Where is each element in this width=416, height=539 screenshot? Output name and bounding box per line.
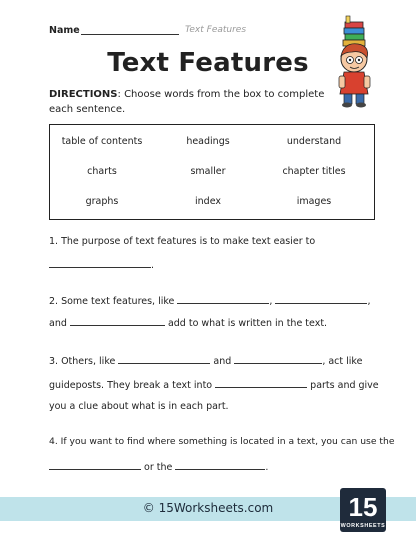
punctuation: , — [269, 296, 273, 307]
question-2-text: 2. Some text features, like — [49, 296, 175, 307]
answer-blank[interactable] — [177, 294, 269, 304]
word-bank-item: images — [296, 196, 332, 207]
answer-blank[interactable] — [275, 294, 367, 304]
word-bank-item: graphs — [85, 196, 119, 207]
question-1-text: 1. The purpose of text features is to make text easier to — [49, 236, 316, 247]
word-bank-item: index — [195, 196, 221, 207]
word-bank-item: understand — [286, 136, 342, 147]
question-3-text: and — [213, 356, 232, 367]
question-3-line-3: you a clue about what is in each part. — [49, 401, 229, 412]
logo-text: WORKSHEETS — [340, 523, 386, 529]
word-bank-item: table of contents — [61, 136, 143, 147]
question-3-text: guideposts. They break a text into — [49, 380, 213, 391]
question-2-line-1 — [49, 294, 371, 308]
answer-blank[interactable] — [175, 460, 265, 470]
question-2-text: add to what is written in the text. — [167, 318, 328, 329]
question-4-line-1: 4. If you want to find where something is located in a text, you can use the — [49, 436, 395, 447]
word-bank-item: charts — [87, 166, 117, 177]
question-3-text: parts and give — [310, 380, 379, 391]
answer-blank[interactable] — [70, 316, 165, 326]
worksheet-title: Text Features — [107, 48, 309, 78]
logo-icon — [336, 488, 390, 532]
question-3-text: 3. Others, like — [49, 356, 116, 367]
question-2-line-2 — [49, 316, 327, 330]
worksheet-subtitle: Text Features — [185, 25, 247, 35]
name-field[interactable] — [81, 34, 179, 35]
answer-blank[interactable] — [215, 378, 307, 388]
logo-number: 15 — [348, 492, 378, 522]
question-3-text: , act like — [322, 356, 363, 367]
answer-blank[interactable] — [49, 258, 151, 268]
worksheets-logo — [336, 488, 390, 532]
word-bank-item: smaller — [190, 166, 226, 177]
name-label: Name — [49, 25, 80, 36]
word-bank-item: chapter titles — [282, 166, 346, 177]
directions-label: DIRECTIONS — [49, 89, 118, 100]
question-4-line-2 — [49, 460, 268, 474]
question-4-text: or the — [144, 462, 173, 473]
question-1-answer-line — [49, 258, 154, 272]
footer-copyright: © 15Worksheets.com — [142, 501, 274, 515]
punctuation: . — [151, 260, 155, 271]
word-bank-item: headings — [186, 136, 230, 147]
punctuation: , — [367, 296, 371, 307]
directions-text — [49, 87, 349, 117]
answer-blank[interactable] — [234, 354, 322, 364]
answer-blank[interactable] — [118, 354, 210, 364]
directions-body: : Choose words from the box to complete each sentence. — [49, 89, 325, 115]
punctuation: . — [265, 462, 269, 473]
question-3-line-2 — [49, 378, 379, 392]
question-2-text: and — [49, 318, 67, 329]
question-3-line-1 — [49, 354, 362, 368]
answer-blank[interactable] — [49, 460, 141, 470]
